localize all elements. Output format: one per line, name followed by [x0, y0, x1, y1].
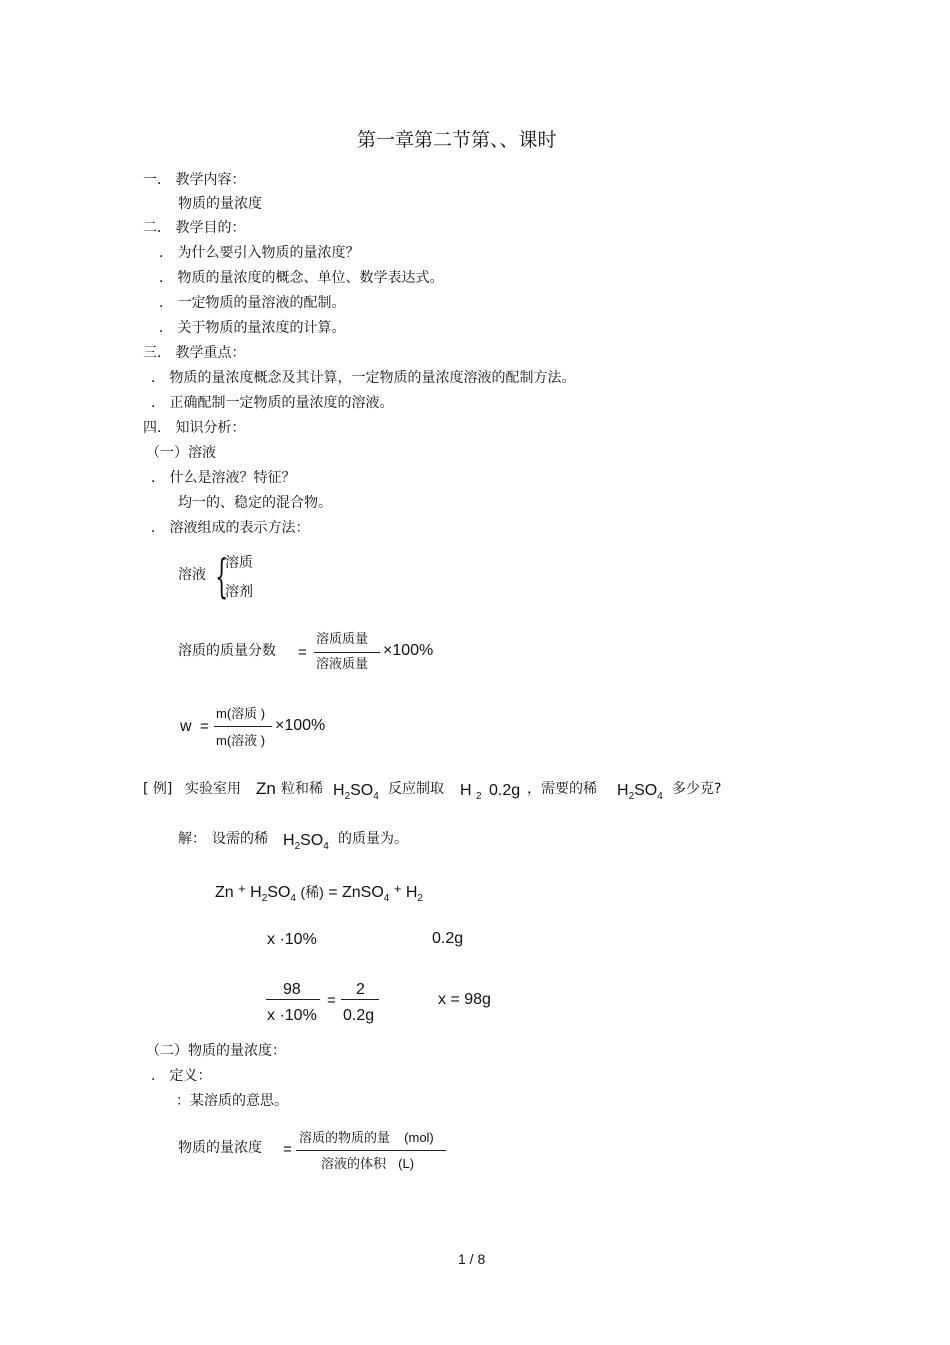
fraction-denominator: 溶液质量 — [316, 657, 369, 672]
h2so4-formula: $H_2SO_4$ — [283, 832, 329, 852]
fraction-bar — [296, 1150, 446, 1151]
h2so4-formula: $H_2SO_4$ — [617, 782, 663, 802]
ratio-numerator-2: 2 — [356, 981, 365, 998]
result-value: x = 98g — [438, 991, 491, 1008]
answer-1: 均一的、稳定的混合物。 — [178, 495, 332, 511]
equals-sign: = — [298, 644, 307, 661]
equals-sign: = — [200, 718, 209, 735]
example-text: 多少克? — [672, 781, 722, 797]
concentration-label: 物质的量浓度 — [178, 1140, 262, 1156]
definition-body: ：某溶质的意思。 — [176, 1093, 288, 1109]
page-title: 第一章第二节第、、课时 — [357, 129, 557, 151]
ratio-denominator-x: x ·10% — [267, 1007, 317, 1024]
w-symbol: w — [180, 718, 192, 735]
fraction-bar — [314, 652, 380, 653]
example-text: ，需要的稀 — [527, 781, 597, 797]
w-denominator: m(溶液 ) — [216, 733, 266, 748]
brace-icon: { — [215, 549, 229, 603]
solve-text: 的质量为。 — [338, 831, 408, 847]
times-100-percent: ×100% — [275, 717, 326, 734]
question-2: ． 溶液组成的表示方法： — [151, 520, 310, 536]
example-text: 反应制取 — [388, 781, 444, 797]
list-item: ． 物质的量浓度概念及其计算，一定物质的量浓度溶液的配制方法。 — [151, 370, 576, 386]
fraction-numerator: 溶质质量 — [316, 632, 369, 647]
solvent-label: 溶剂 — [225, 584, 253, 600]
section-heading-3: 三． 教学重点： — [143, 345, 246, 361]
h2so4-formula: $H_2SO_4$ — [333, 782, 379, 802]
x-percent: x ·10% — [267, 931, 317, 948]
section-heading-2: 二． 教学目的： — [143, 220, 246, 236]
page-number: 1 / 8 — [458, 1251, 486, 1267]
w-numerator: m(溶质 ) — [216, 706, 266, 721]
subsection-heading-2: （二）物质的量浓度： — [146, 1043, 286, 1059]
times-100-percent: ×100% — [383, 642, 434, 659]
reaction-equation: Zn + $H_2SO_4$ (稀) = ZnSO$_4$ + $H_2$ — [215, 881, 423, 904]
solve-text: 设需的稀 — [212, 831, 268, 847]
list-item: ． 正确配制一定物质的量浓度的溶液。 — [151, 395, 394, 411]
mass-fraction-label: 溶质的质量分数 — [178, 643, 276, 659]
question-1: ． 什么是溶液？特征？ — [151, 470, 296, 486]
example-text: 粒和稀 — [281, 781, 323, 797]
h2-mass: 0.2g — [432, 930, 464, 947]
section-heading-4: 四． 知识分析： — [143, 420, 246, 436]
list-item: ． 关于物质的量浓度的计算。 — [159, 320, 346, 336]
list-item: ． 物质的量浓度的概念、单位、数学表达式。 — [159, 270, 444, 286]
list-item: ． 一定物质的量溶液的配制。 — [159, 295, 346, 311]
example-label: [ 例] — [143, 781, 173, 797]
definition-label: ． 定义： — [151, 1068, 212, 1084]
section-heading-1: 一． 教学内容： — [143, 172, 246, 188]
fraction-bar — [214, 726, 272, 727]
ratio-denominator-g: 0.2g — [343, 1007, 375, 1024]
example-text: 实验室用 — [185, 781, 241, 797]
equals-sign: = — [283, 1141, 292, 1158]
h2-formula: H $_2$ — [460, 782, 482, 802]
zn-formula: Zn — [256, 779, 276, 798]
solution-label: 溶液 — [178, 567, 206, 583]
list-item: ． 为什么要引入物质的量浓度？ — [159, 245, 360, 261]
solve-label: 解： — [178, 831, 206, 847]
concentration-numerator: 溶质的物质的量 (mol) — [299, 1130, 434, 1146]
solute-label: 溶质 — [225, 555, 253, 571]
subsection-heading-1: （一）溶液 — [146, 445, 216, 461]
concentration-denominator: 溶液的体积 (L) — [321, 1156, 415, 1172]
fraction-bar — [341, 999, 379, 1000]
section-body-1: 物质的量浓度 — [178, 196, 262, 212]
equals-sign: = — [327, 992, 336, 1009]
amount-value: 0.2g — [489, 782, 521, 799]
fraction-bar — [266, 999, 320, 1000]
ratio-numerator-98: 98 — [283, 981, 301, 998]
